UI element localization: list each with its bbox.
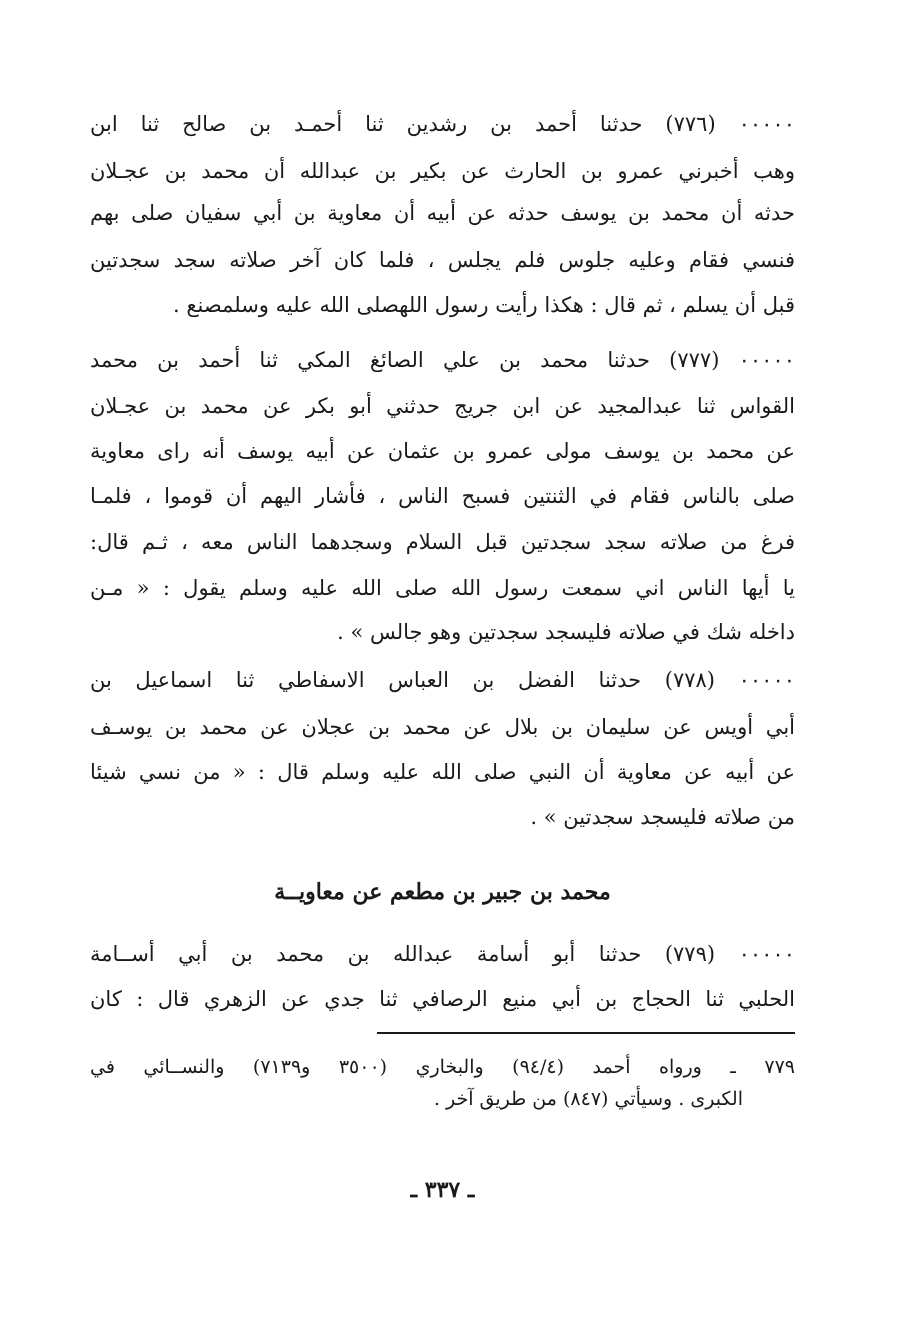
hadith-778-line-1: ٠٠٠٠٠ (٧٧٨) حدثنا الفضل بن العباس الاسفاطي ثنا اسماعيل بن [90,668,795,692]
hadith-776-line-3: حدثه أن محمد بن يوسف حدثه عن أبيه أن معاوية بن أبي سفيان صلى بهم [90,201,795,225]
hadith-777-line-4: صلى بالناس فقام في الثنتين فسبح الناس ، فأشار اليهم أن قوموا ، فلمـا [90,484,795,508]
footnote-line-1: ٧٧٩ ـ ورواه أحمد (٩٤/٤) والبخاري (٣٥٠٠ و٧١٣٩) والنســائي في [90,1056,795,1078]
hadith-777-line-6: يا أيها الناس اني سمعت رسول الله صلى الله عليه وسلم يقول : « مـن [90,576,795,600]
hadith-778-line-3: عن أبيه عن معاوية أن النبي صلى الله عليه وسلم قال : « من نسي شيئا [90,760,795,784]
hadith-778-line-4: من صلاته فليسجد سجدتين » . [530,805,795,829]
hadith-777-line-3: عن محمد بن يوسف مولى عمرو بن عثمان عن أبيه يوسف أنه راى معاوية [90,439,795,463]
page-number: ـ ٣٣٧ ـ [410,1177,475,1203]
hadith-776-line-5: قبل أن يسلم ، ثم قال : هكذا رأيت رسول اللهصلى الله عليه وسلمصنع . [173,293,795,317]
hadith-779-line-1: ٠٠٠٠٠ (٧٧٩) حدثنا أبو أسامة عبدالله بن محمد بن أبي أســامة [90,942,795,966]
footnote-separator [377,1032,795,1034]
hadith-776-line-1: ٠٠٠٠٠ (٧٧٦) حدثنا أحمد بن رشدين ثنا أحمـد بن صالح ثنا ابن [90,112,795,136]
book-page [90,0,795,1339]
hadith-779-line-2: الحلبي ثنا الحجاج بن أبي منيع الرصافي ثنا جدي عن الزهري قال : كان [90,987,795,1011]
hadith-776-line-4: فنسي فقام وعليه جلوس فلم يجلس ، فلما كان آخر صلاته سجد سجدتين [90,248,795,272]
footnote-line-2: الكبرى . وسيأتي (٨٤٧) من طريق آخر . [433,1088,743,1110]
hadith-776-line-2: وهب أخبرني عمرو بن الحارث عن بكير بن عبدالله أن محمد بن عجـلان [90,159,795,183]
hadith-778-line-2: أبي أويس عن سليمان بن بلال عن محمد بن عجلان عن محمد بن يوسـف [90,715,795,739]
hadith-777-line-1: ٠٠٠٠٠ (٧٧٧) حدثنا محمد بن علي الصائغ المكي ثنا أحمد بن محمد [90,348,795,372]
hadith-777-line-7: داخله شك في صلاته فليسجد سجدتين وهو جالس » . [337,620,795,644]
hadith-777-line-5: فرغ من صلاته سجد سجدتين قبل السلام وسجدهما الناس معه ، ثـم قال: [90,530,795,554]
section-heading: محمد بن جبير بن مطعم عن معاويــة [274,879,611,905]
hadith-777-line-2: القواس ثنا عبدالمجيد عن ابن جريج حدثني أبو بكر عن محمد بن عجـلان [90,394,795,418]
